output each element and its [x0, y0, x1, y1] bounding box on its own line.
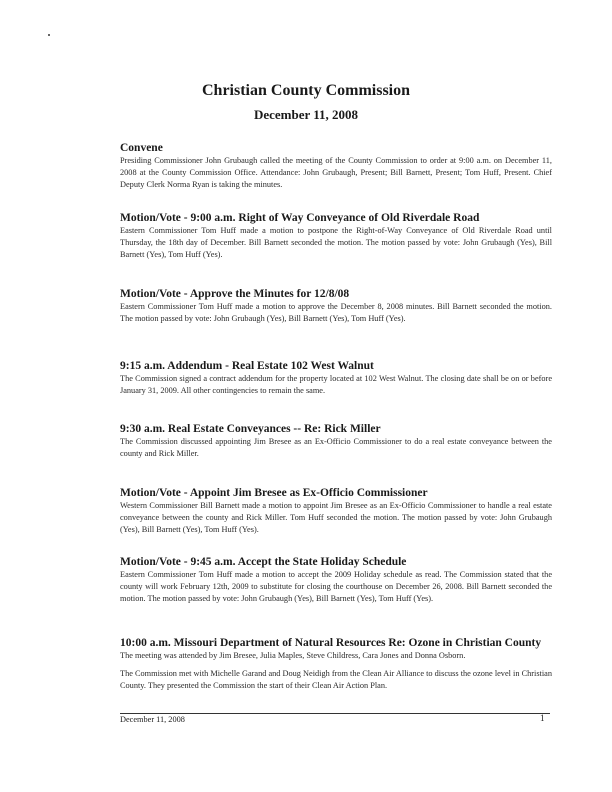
- page-title: Christian County Commission: [201, 82, 411, 99]
- meeting-date: December 11, 2008: [253, 107, 359, 122]
- section-paragraph: The meeting was attended by Jim Bresee, Julia Maples, Steve Childress, Cara Jones and Donna Osborn.: [120, 651, 466, 660]
- footer-divider: [120, 713, 550, 714]
- section-right-of-way: [120, 211, 552, 260]
- section-paragraph: Presiding Commissioner John Grubaugh called the meeting of the County Commission to order at 9:00 a.m. on December 11, 2008 at the County Commission Office. Attendance: John Grubaugh, Present; Bill Barnett, Present; Tom Huff, Present. Chief Deputy Clerk Norma Ryan is taking the minutes.: [120, 156, 552, 189]
- footer-date: December 11, 2008: [120, 715, 185, 724]
- section-dnr-ozone: [120, 636, 552, 691]
- section-paragraph: Eastern Commissioner Tom Huff made a motion to accept the 2009 Holiday schedule as read. The Commission stated that the county will work February 12th, 2009 to substitute for closing the courthouse on December 26, 2008. Bill Barnett seconded the motion. The motion passed by vote: John Grubaugh (Yes), Bill Barnett (Yes), Tom Huff (Yes).: [120, 570, 552, 603]
- section-paragraph: Eastern Commissioner Tom Huff made a motion to postpone the Right-of-Way Conveyance of Old Riverdale Road until Thursday, the 18th day of December. Bill Barnett seconded the motion. The motion passed by vote: John Grubaugh (Yes), Bill Barnett (Yes), Tom Huff (Yes).: [120, 226, 552, 259]
- section-appoint-ex-officio: [120, 486, 552, 535]
- section-convene: [120, 141, 552, 190]
- section-heading: 9:30 a.m. Real Estate Conveyances -- Re: Rick Miller: [120, 423, 381, 435]
- scan-speck: [48, 34, 50, 36]
- section-heading: Motion/Vote - 9:45 a.m. Accept the State Holiday Schedule: [120, 556, 407, 568]
- section-heading: Motion/Vote - Approve the Minutes for 12/8/08: [120, 288, 350, 300]
- section-heading: Motion/Vote - 9:00 a.m. Right of Way Conveyance of Old Riverdale Road: [120, 212, 480, 224]
- section-addendum: [120, 359, 552, 397]
- section-real-estate-conveyances: [120, 422, 552, 460]
- section-approve-minutes: [120, 287, 552, 325]
- section-paragraph: Western Commissioner Bill Barnett made a motion to appoint Jim Bresee as an Ex-Officio Commissioner to handle a real estate conveyance between the county and Rick Miller. Tom Huff seconded the motion. The motion passed by vote: John Grubaugh (Yes), Bill Barnett (Yes), Tom Huff (Yes).: [120, 501, 552, 534]
- section-heading: 9:15 a.m. Addendum - Real Estate 102 West Walnut: [120, 360, 374, 372]
- section-holiday-schedule: [120, 555, 552, 604]
- section-paragraph: The Commission signed a contract addendum for the property located at 102 West Walnut. The closing date shall be on or before January 31, 2009. All other contingencies to remain the same.: [120, 374, 552, 395]
- section-heading: 10:00 a.m. Missouri Department of Natural Resources Re: Ozone in Christian County: [120, 637, 542, 649]
- section-heading: Convene: [120, 142, 163, 154]
- section-paragraph: Eastern Commissioner Tom Huff made a motion to approve the December 8, 2008 minutes. Bill Barnett seconded the motion. The motion passed by vote: John Grubaugh (Yes), Bill Barnett (Yes), Tom Huff (Yes).: [120, 302, 552, 323]
- section-paragraph: The Commission met with Michelle Garand and Doug Neidigh from the Clean Air Alliance to discuss the ozone level in Christian County. They presented the Commission the start of their Clean Air Action Plan.: [120, 668, 552, 690]
- section-heading: Motion/Vote - Appoint Jim Bresee as Ex-Officio Commissioner: [120, 487, 428, 499]
- page-number: 1: [540, 713, 545, 723]
- section-paragraph: The Commission discussed appointing Jim Bresee as an Ex-Officio Commissioner to do a real estate conveyance between the county and Rick Miller.: [120, 437, 552, 458]
